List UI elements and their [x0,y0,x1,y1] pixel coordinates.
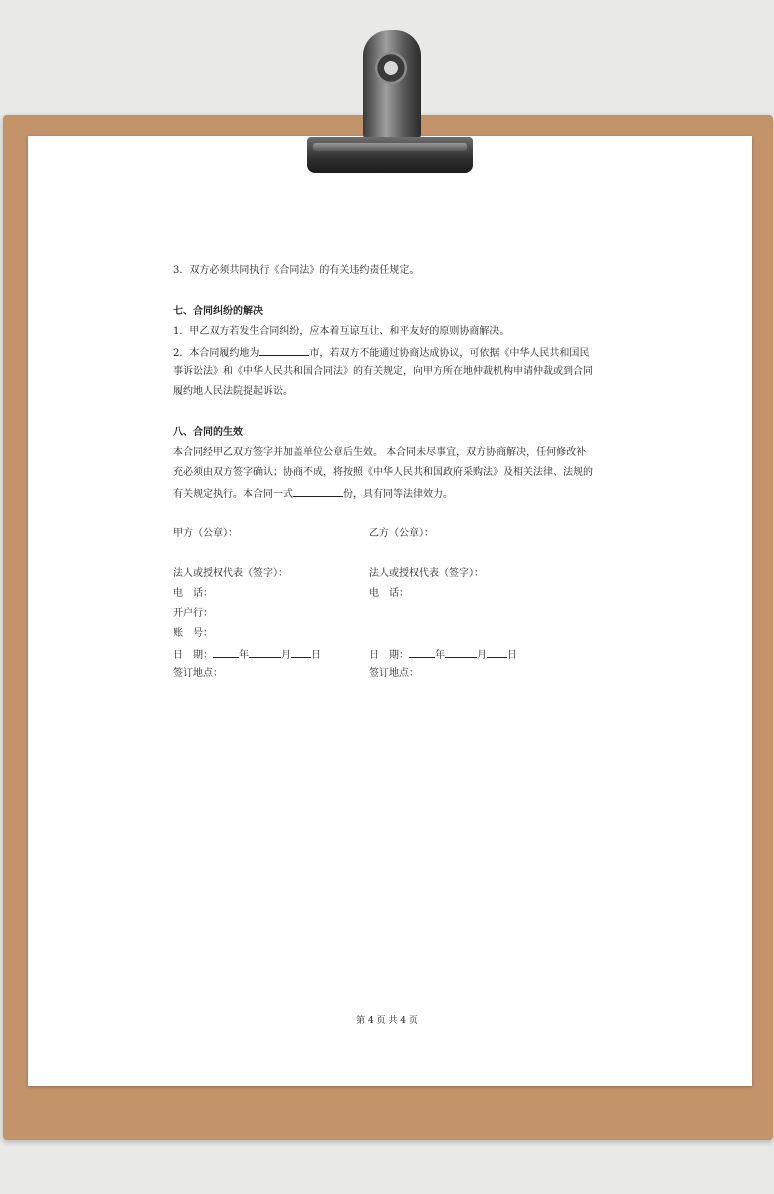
party-b-rep-label: 法人或授权代表（签字）： [369,568,484,579]
party-a-date-line [173,647,321,663]
section-7-item-2-part-a: 2．本合同履约地为 [173,348,260,359]
party-a-place-label: 签订地点： [173,668,223,679]
section-7-item-2-line-3: 履约地人民法院提起诉讼。 [173,386,293,397]
city-blank [259,345,309,356]
section-8-line-3 [173,486,453,502]
party-a-seal-label: 甲方（公章）： [173,528,238,539]
document-page [28,136,752,1086]
party-a-date-label: 日 期： [173,650,213,661]
party-b-date-label: 日 期： [369,650,409,661]
party-b-place-label: 签订地点： [369,668,419,679]
section-8-line-2: 充必须由双方签字确认；协商不成，将按照《中华人民共和国政府采购法》及相关法律、法规的 [173,467,593,478]
binder-clip-ring [375,52,407,84]
section-7-item-2-line-2: 事诉讼法》和《中华人民共和国合同法》的有关规定，向甲方所在地仲裁机构申请仲裁或到合同 [173,366,593,377]
party-b-phone-label: 电 话： [369,588,409,599]
page-number: 第 4 页 共 4 页 [356,1016,418,1026]
section-7-item-2 [173,345,589,361]
day-label: 日 [311,650,321,661]
section-7-heading: 七、合同纠纷的解决 [173,306,263,317]
binder-clip-base [307,137,473,173]
year-blank [409,647,435,658]
day-label: 日 [507,650,517,661]
section-8-line-1: 本合同经甲乙双方签字并加盖单位公章后生效。 本合同未尽事宜，双方协商解决，任何修改补 [173,447,587,458]
party-b-seal-label: 乙方（公章）： [369,528,434,539]
month-blank [249,647,281,658]
clause-3: 3．双方必须共同执行《合同法》的有关违约责任规定。 [173,265,420,276]
party-a-bank-label: 开户行： [173,608,213,619]
binder-clip-arm [363,30,421,140]
party-a-rep-label: 法人或授权代表（签字）： [173,568,288,579]
day-blank [487,647,507,658]
section-8-line-3-part-b: 份，具有同等法律效力。 [343,489,453,500]
party-a-account-label: 账 号： [173,628,213,639]
year-label: 年 [239,650,249,661]
day-blank [291,647,311,658]
party-a-phone-label: 电 话： [173,588,213,599]
copies-blank [293,486,343,497]
month-blank [445,647,477,658]
party-b-date-line [369,647,517,663]
section-7-item-1: 1．甲乙双方若发生合同纠纷，应本着互谅互让、和平友好的原则协商解决。 [173,326,510,337]
section-8-heading: 八、合同的生效 [173,427,243,438]
section-8-line-3-part-a: 有关规定执行。本合同一式 [173,489,293,500]
year-label: 年 [435,650,445,661]
month-label: 月 [477,650,487,661]
section-7-item-2-part-b: 市，若双方不能通过协商达成协议，可依据《中华人民共和国民 [309,348,590,359]
year-blank [213,647,239,658]
month-label: 月 [281,650,291,661]
